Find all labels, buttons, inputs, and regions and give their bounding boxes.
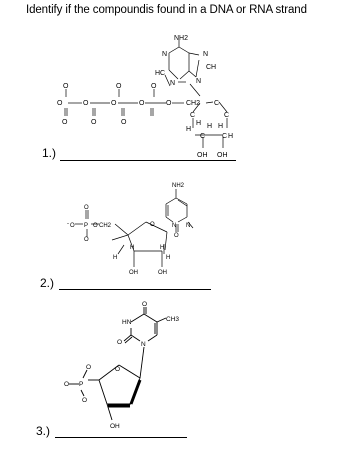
mol1-label-14: O bbox=[166, 100, 172, 107]
mol1-label-16: O bbox=[91, 119, 97, 126]
mol1-label-3: CH bbox=[206, 64, 217, 71]
mol1-label-23: C bbox=[224, 112, 230, 119]
mol1-label-29: OH bbox=[217, 152, 228, 159]
mol3-label-4: CH3 bbox=[166, 316, 180, 323]
mol1-label-22: H bbox=[218, 123, 224, 130]
mol3-label-7: P bbox=[79, 381, 84, 388]
mol2-label-6: O bbox=[84, 237, 89, 243]
mol1-label-19: C bbox=[214, 100, 220, 107]
mol1-label-1: N bbox=[162, 51, 168, 58]
mol3-label-5: O bbox=[115, 366, 121, 373]
mol2-label-3: O bbox=[174, 233, 179, 239]
mol1-label-25: C bbox=[200, 133, 206, 140]
mol3-label-2: N bbox=[141, 341, 146, 348]
question-2-number: 2.) bbox=[40, 276, 55, 290]
mol2-label-14: H bbox=[166, 255, 171, 261]
mol1-label-8: O bbox=[116, 83, 122, 90]
question-1-number: 1.) bbox=[42, 146, 57, 160]
mol1-label-15: O bbox=[62, 119, 68, 126]
mol1-label-18: CH2 bbox=[186, 100, 201, 107]
mol3-label-0: HN bbox=[122, 319, 132, 326]
mol3-label-9: O bbox=[82, 397, 88, 404]
mol1-label-27: C bbox=[222, 133, 228, 140]
mol2-label-5: O bbox=[70, 223, 75, 229]
mol1-label-13: O bbox=[139, 100, 145, 107]
mol1-label-17: O bbox=[121, 119, 127, 126]
mol1-label-10: O bbox=[57, 100, 63, 107]
mol1-label-20: C bbox=[190, 112, 196, 119]
mol2-label-13: H bbox=[160, 245, 165, 251]
mol2-label-16: OH bbox=[158, 270, 167, 276]
mol3-label-3: O bbox=[142, 301, 148, 308]
mol2-label-8: O bbox=[93, 223, 98, 229]
mol2-label-0: NH2 bbox=[172, 183, 185, 189]
mol1-label-6: N bbox=[196, 78, 202, 85]
mol1-label-21: H bbox=[196, 120, 202, 127]
mol2-label-11: H bbox=[113, 255, 118, 261]
mol1-label-28: OH bbox=[197, 152, 208, 159]
mol2-label-4: O bbox=[84, 205, 89, 211]
mol3-label-8: O bbox=[64, 381, 70, 388]
mol1-label-0: NH2 bbox=[174, 35, 189, 42]
mol1-label-4: HC bbox=[155, 70, 166, 77]
mol1-label-26: H bbox=[228, 133, 234, 140]
mol1-label-9: O bbox=[151, 83, 157, 90]
mol2-label-9: CH2 bbox=[99, 223, 112, 229]
mol2-label-10: O bbox=[150, 222, 155, 228]
mol1-label-5: N bbox=[170, 80, 176, 87]
mol2-label-12: H bbox=[130, 245, 135, 251]
mol2-label-1: N bbox=[186, 223, 191, 229]
worksheet-title: Identify if the compoundis found in a DNA or RNA strand bbox=[26, 4, 307, 16]
mol1-label-7: O bbox=[63, 83, 69, 90]
mol3-label-10: OH bbox=[110, 423, 120, 430]
mol1-label-30: H bbox=[207, 123, 213, 130]
mol1-label-2: N bbox=[203, 51, 209, 58]
mol2-label-15: OH bbox=[129, 270, 138, 276]
mol2-label-17: - bbox=[67, 221, 69, 227]
mol1-label-12: O bbox=[111, 100, 117, 107]
question-3-number: 3.) bbox=[36, 424, 51, 438]
mol3-label-1: O bbox=[117, 339, 123, 346]
mol2-label-7: P bbox=[84, 223, 89, 229]
mol2-label-2: N bbox=[172, 223, 177, 229]
mol1-label-24: H bbox=[186, 126, 192, 133]
mol3-label-6: O bbox=[86, 364, 92, 371]
mol1-label-11: O bbox=[83, 100, 89, 107]
